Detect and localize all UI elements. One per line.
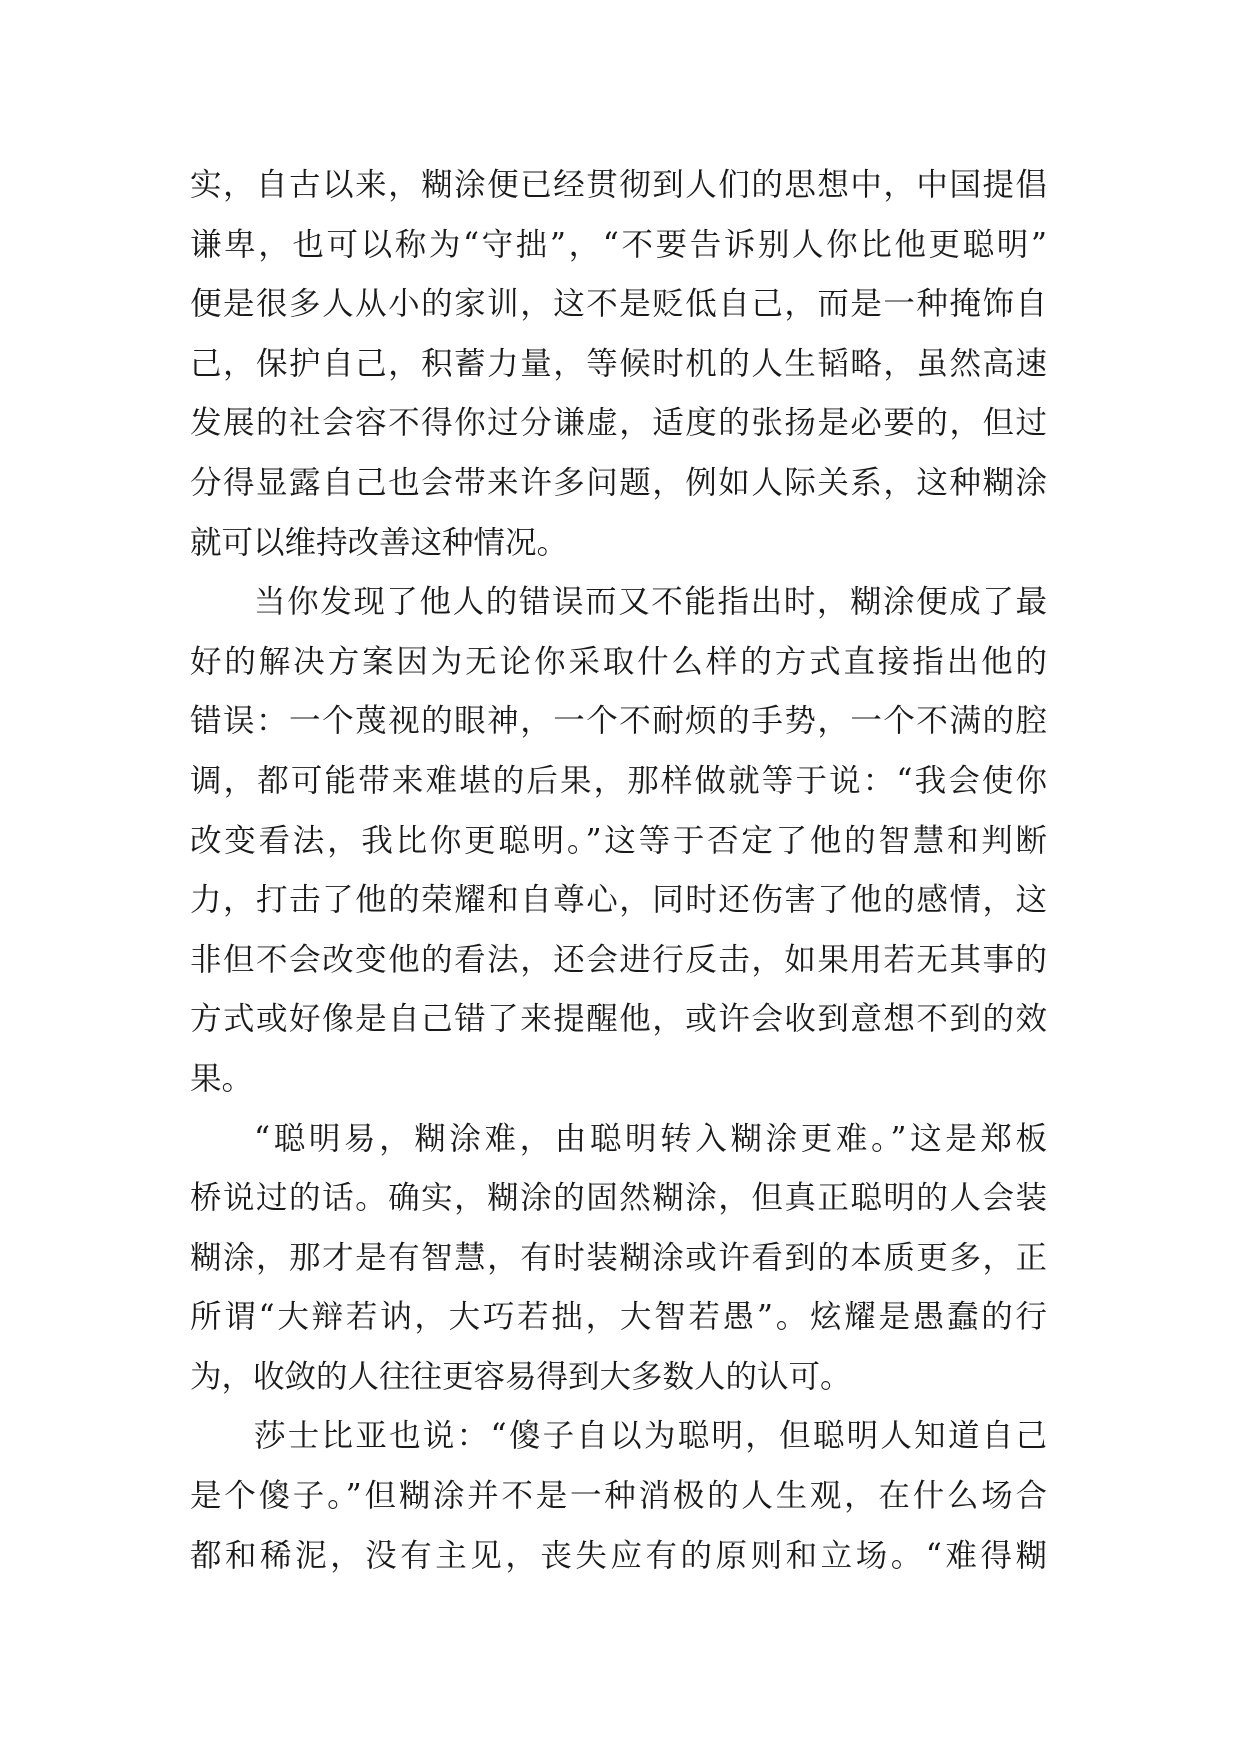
text-line: 改变看法，我比你更聪明。”这等于否定了他的智慧和判断 [190,822,1047,859]
text-line: “聪明易，糊涂难，由聪明转入糊涂更难。”这是郑板 [254,1120,1047,1157]
text-line: 桥说过的话。确实，糊涂的固然糊涂，但真正聪明的人会装 [190,1180,1047,1217]
paragraph-4 [190,1407,1047,1586]
text-line: 错误：一个蔑视的眼神，一个不耐烦的手势，一个不满的腔 [190,703,1047,740]
text-line: 谦卑，也可以称为“守拙”，“不要告诉别人你比他更聪明” [190,226,1047,263]
text-line: 便是很多人从小的家训，这不是贬低自己，而是一种掩饰自 [190,286,1047,323]
paragraph-3 [190,1110,1047,1408]
text-line: 实，自古以来，糊涂便已经贯彻到人们的思想中，中国提倡 [190,167,1047,203]
document-body [190,156,1047,1586]
text-line: 分得显露自己也会带来许多问题，例如人际关系，这种糊涂 [190,464,1047,501]
text-line: 为，收敛的人往往更容易得到大多数人的认可。 [190,1358,852,1395]
text-line: 都和稀泥，没有主见，丧失应有的原则和立场。“难得糊 [190,1537,1047,1574]
text-line: 果。 [190,1060,254,1097]
text-line: 所谓“大辩若讷，大巧若拙，大智若愚”。炫耀是愚蠢的行 [190,1299,1047,1336]
text-line: 莎士比亚也说：“傻子自以为聪明，但聪明人知道自己 [254,1418,1047,1455]
text-line: 力，打击了他的荣耀和自尊心，同时还伤害了他的感情，这 [190,882,1047,919]
text-line: 就可以维持改善这种情况。 [190,524,569,561]
paragraph-1 [190,156,1047,573]
text-line: 非但不会改变他的看法，还会进行反击，如果用若无其事的 [190,941,1047,978]
text-line: 发展的社会容不得你过分谦虚，适度的张扬是必要的，但过 [190,405,1047,442]
text-line: 当你发现了他人的错误而又不能指出时，糊涂便成了最 [254,584,1047,621]
text-line: 方式或好像是自己错了来提醒他，或许会收到意想不到的效 [190,1001,1047,1038]
text-line: 调，都可能带来难堪的后果，那样做就等于说：“我会使你 [190,762,1047,799]
paragraph-2 [190,573,1047,1109]
text-line: 好的解决方案因为无论你采取什么样的方式直接指出他的 [190,643,1047,680]
text-line: 糊涂，那才是有智慧，有时装糊涂或许看到的本质更多，正 [190,1239,1047,1276]
text-line: 是个傻子。”但糊涂并不是一种消极的人生观，在什么场合 [190,1478,1047,1515]
text-line: 己，保护自己，积蓄力量，等候时机的人生韬略，虽然高速 [190,345,1047,382]
